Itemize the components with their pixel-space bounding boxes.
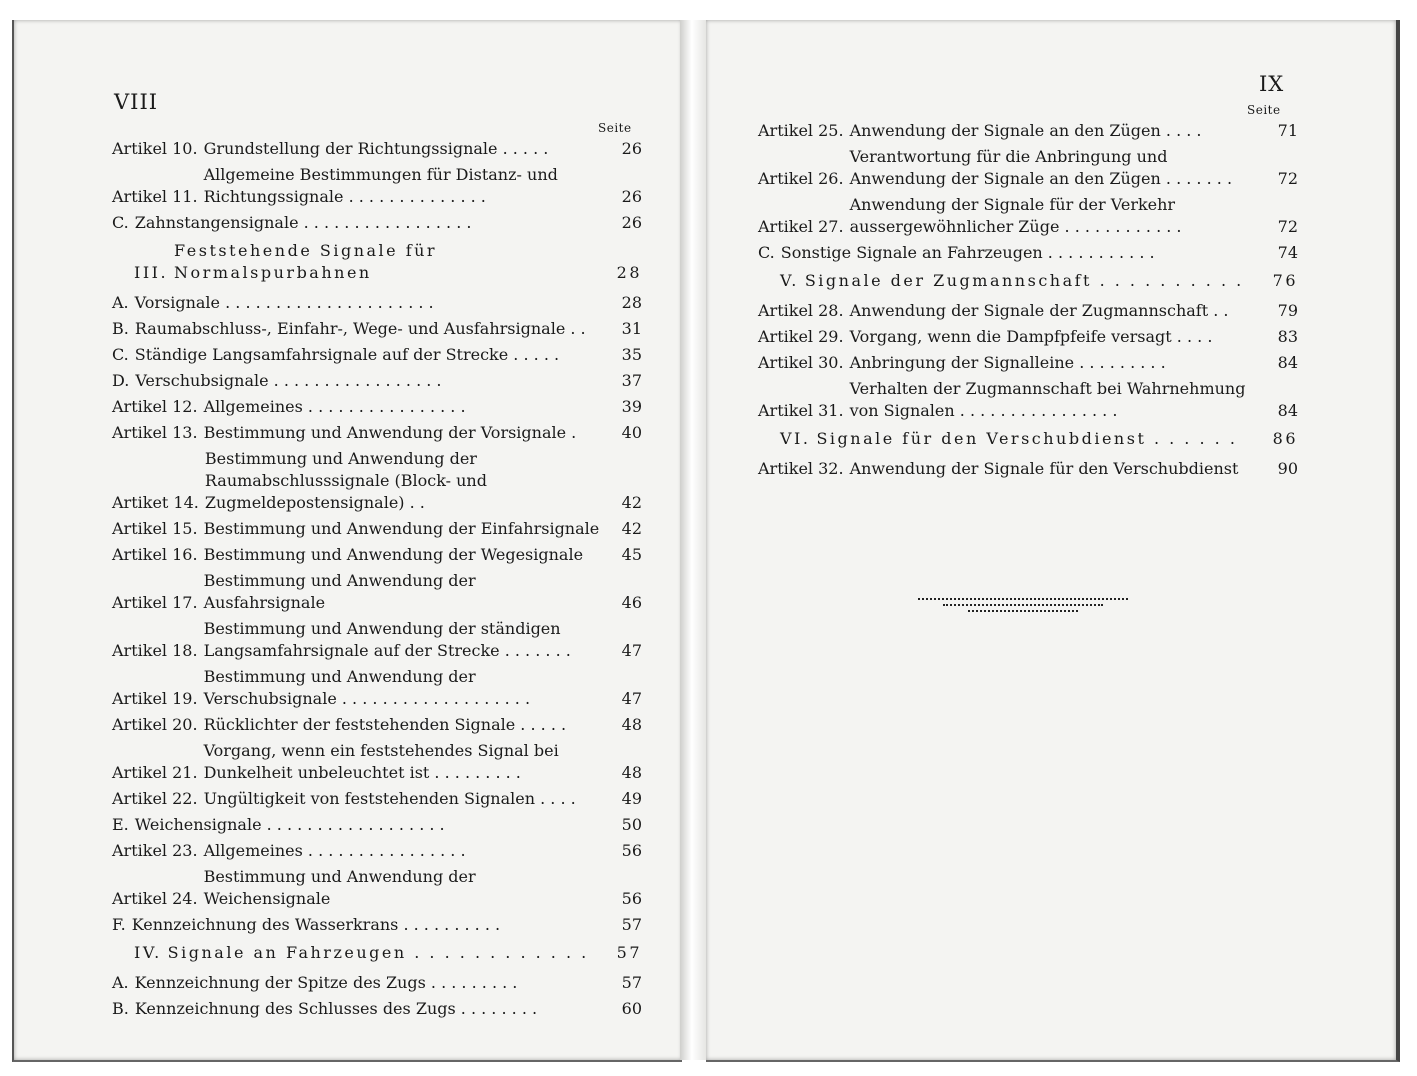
entry-page: 90 [1277,459,1298,478]
entry-label: Artikel 20. [112,715,198,734]
entry-label: Artikel 12. [112,397,198,416]
entry-title: Grundstellung der Richtungssignale . . . . . [203,139,549,158]
entry-page: 50 [621,815,642,834]
entry-page: 71 [1277,121,1298,140]
entry-title: Allgemeine Bestimmungen für Distanz- und Richtungssignale . . . . . . . . . . . . . . [203,165,558,206]
end-ornament [918,598,1128,616]
entry-page: 37 [621,371,642,390]
toc-entry [112,318,642,340]
toc-entry [112,570,642,614]
toc-entry [112,972,642,994]
entry-title: Bestimmung und Anwendung der Vorsignale . [203,423,577,442]
entry-label: Artikel 26. [758,169,844,188]
page-column-label: Seite [598,121,632,135]
entry-label: A. [112,293,129,312]
entry-title: Verschubsignale . . . . . . . . . . . . . . . . . [135,371,442,390]
entry-label: Artikel 19. [112,689,198,708]
toc-section-heading [758,270,1298,292]
entry-label: Artikel 17. [112,593,198,612]
entry-page: 28 [616,263,642,282]
entry-title: Ungültigkeit von feststehenden Signalen . . . . [203,789,576,808]
entry-label: C. [758,243,775,262]
entry-page: 72 [1277,169,1298,188]
page-column-label: Seite [1247,103,1281,117]
entry-page: 76 [1272,271,1298,290]
entry-page: 42 [621,519,642,538]
entry-label: Artikel 25. [758,121,844,140]
entry-title: Vorgang, wenn ein feststehendes Signal bei Dunkelheit unbeleuchtet ist . . . . . . . . . [203,741,559,782]
toc-entry [112,396,642,418]
toc-entry [112,840,642,862]
entry-title: Vorsignale . . . . . . . . . . . . . . . . . . . . . [134,293,434,312]
toc-entry [112,814,642,836]
entry-title: Bestimmung und Anwendung der Ausfahrsignale [203,571,476,612]
entry-label: Artikel 15. [112,519,198,538]
entry-page: 57 [621,915,642,934]
entry-page: 56 [621,841,642,860]
toc-entry [758,300,1298,322]
entry-label: Artikel 10. [112,139,198,158]
entry-page: 83 [1277,327,1298,346]
toc-section-heading [112,942,642,964]
entry-page: 84 [1277,353,1298,372]
toc-entry [112,370,642,392]
entry-label: B. [112,319,129,338]
entry-label: Artikel 28. [758,301,844,320]
entry-label: Artikel 29. [758,327,844,346]
book-gutter [680,20,706,1060]
entry-title: Signale der Zugmannschaft . . . . . . . . . . [804,271,1244,290]
entry-title: Anbringung der Signalleine . . . . . . . . . [849,353,1166,372]
toc-entry [112,914,642,936]
page-number: VIII [114,90,159,114]
toc-entry [758,146,1298,190]
toc-entry [758,120,1298,142]
toc-entry [758,242,1298,264]
entry-page: 57 [616,943,642,962]
entry-page: 56 [621,889,642,908]
entry-page: 48 [621,763,642,782]
entry-title: Allgemeines . . . . . . . . . . . . . . . . [203,397,466,416]
entry-title: Kennzeichnung des Schlusses des Zugs . . . . . . . . [134,999,538,1018]
entry-title: Signale für den Verschubdienst . . . . . . [816,429,1238,448]
toc-entry [112,666,642,710]
entry-label: A. [112,973,129,992]
entry-label: IV. [134,943,162,962]
toc-entry [112,292,642,314]
toc-entry [112,618,642,662]
entry-label: Artikel 13. [112,423,198,442]
entry-page: 31 [621,319,642,338]
entry-page: 48 [621,715,642,734]
entry-page: 46 [621,593,642,612]
entry-title: Feststehende Signale für Normalspurbahnen [174,241,438,282]
entry-label: Artiket 14. [112,493,199,512]
entry-page: 47 [621,641,642,660]
toc-entry [112,422,642,444]
entry-page: 60 [621,999,642,1018]
entry-title: Raumabschluss-, Einfahr-, Wege- und Ausfahrsignale . . [134,319,586,338]
toc-entry [758,326,1298,348]
entry-label: V. [780,271,799,290]
entry-label: Artikel 11. [112,187,198,206]
entry-title: Kennzeichnung der Spitze des Zugs . . . . . . . . . [134,973,518,992]
entry-page: 28 [621,293,642,312]
entry-title: Bestimmung und Anwendung der Verschubsignale . . . . . . . . . . . . . . . . . . . [203,667,531,708]
entry-page: 57 [621,973,642,992]
entry-label: C. [112,213,129,232]
entry-title: Anwendung der Signale für den Verschubdienst [849,459,1239,478]
toc-entry [112,448,642,514]
entry-label: Artikel 23. [112,841,198,860]
entry-title: Vorgang, wenn die Dampfpfeife versagt . . . . [849,327,1213,346]
entry-title: Zahnstangensignale . . . . . . . . . . . . . . . . . [134,213,472,232]
toc-entry [112,212,642,234]
entry-page: 40 [621,423,642,442]
entry-label: Artikel 27. [758,217,844,236]
entry-page: 86 [1272,429,1298,448]
entry-title: Bestimmung und Anwendung der Wegesignale [203,545,584,564]
entry-label: D. [112,371,130,390]
entry-label: B. [112,999,129,1018]
entry-label: Artikel 30. [758,353,844,372]
entry-label: Artikel 24. [112,889,198,908]
toc-section-heading [112,240,642,284]
entry-label: III. [134,263,169,282]
entry-title: Kennzeichnung des Wasserkrans . . . . . . . . . . [131,915,501,934]
toc-entry [112,740,642,784]
entry-title: Anwendung der Signale der Zugmannschaft . . [849,301,1229,320]
entry-label: C. [112,345,129,364]
toc-entry [112,138,642,160]
page-number: IX [1259,72,1285,96]
entry-page: 72 [1277,217,1298,236]
entry-title: Verhalten der Zugmannschaft bei Wahrnehmung von Signalen . . . . . . . . . . . . . . . . [849,379,1246,420]
entry-title: Allgemeines . . . . . . . . . . . . . . . . [203,841,466,860]
toc-entry [758,194,1298,238]
entry-label: E. [112,815,129,834]
toc-entry [112,866,642,910]
entry-page: 39 [621,397,642,416]
entry-label: Artikel 16. [112,545,198,564]
toc-entry [112,544,642,566]
entry-title: Verantwortung für die Anbringung und Anwendung der Signale an den Zügen . . . . . . . [849,147,1233,188]
toc-entry [112,788,642,810]
entry-title: Sonstige Signale an Fahrzeugen . . . . . . . . . . . [780,243,1155,262]
entry-label: Artikel 18. [112,641,198,660]
toc-entry [112,164,642,208]
left-page [12,20,682,1062]
entry-title: Bestimmung und Anwendung der ständigen Langsamfahrsignale auf der Strecke . . . . . . . [203,619,571,660]
entry-page: 47 [621,689,642,708]
entry-page: 42 [621,493,642,512]
toc-entry [112,344,642,366]
entry-title: Rücklichter der feststehenden Signale . . . . . [203,715,567,734]
entry-page: 45 [621,545,642,564]
entry-title: Signale an Fahrzeugen . . . . . . . . . . . . [167,943,589,962]
entry-page: 74 [1277,243,1298,262]
entry-title: Anwendung der Signale an den Zügen . . . . [849,121,1202,140]
toc-entry [758,378,1298,422]
entry-title: Bestimmung und Anwendung der Weichensignale [203,867,476,908]
entry-title: Bestimmung und Anwendung der Einfahrsignale [203,519,600,538]
toc-section-heading [758,428,1298,450]
entry-label: Artikel 22. [112,789,198,808]
entry-page: 49 [621,789,642,808]
entry-label: VI. [780,429,811,448]
toc-entry [112,518,642,540]
right-page [706,20,1400,1062]
table-of-contents [112,138,642,1024]
entry-page: 26 [621,213,642,232]
entry-label: Artikel 31. [758,401,844,420]
toc-entry [112,714,642,736]
entry-page: 26 [621,139,642,158]
toc-entry [758,458,1298,480]
entry-label: Artikel 21. [112,763,198,782]
entry-title: Weichensignale . . . . . . . . . . . . . . . . . . [134,815,445,834]
entry-page: 26 [621,187,642,206]
table-of-contents [758,120,1298,484]
entry-label: Artikel 32. [758,459,844,478]
entry-title: Ständige Langsamfahrsignale auf der Strecke . . . . . [134,345,560,364]
entry-title: Bestimmung und Anwendung der Raumabschlusssignale (Block- und Zugmeldepostensignale) . . [204,449,487,512]
toc-entry [112,998,642,1020]
toc-entry [758,352,1298,374]
entry-page: 35 [621,345,642,364]
entry-title: Anwendung der Signale für der Verkehr aussergewöhnlicher Züge . . . . . . . . . . . . [849,195,1182,236]
entry-label: F. [112,915,126,934]
entry-page: 84 [1277,401,1298,420]
entry-page: 79 [1277,301,1298,320]
